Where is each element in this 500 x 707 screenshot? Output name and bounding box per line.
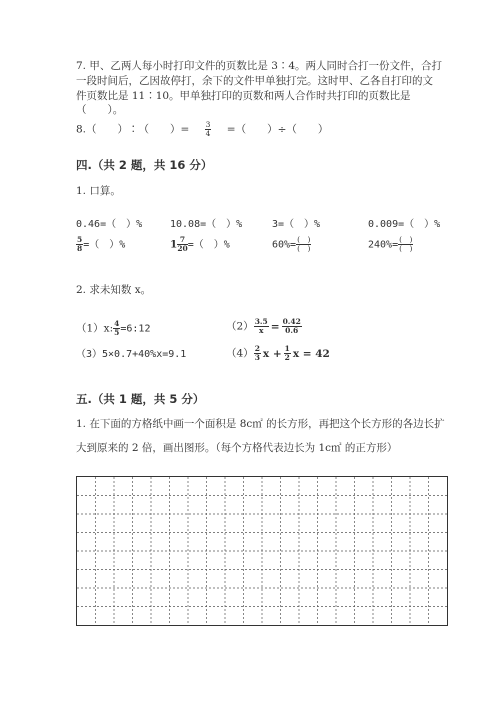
- s5-line1: 1. 在下面的方格纸中画一个面积是 8c㎡ 的长方形，再把这个长方形的各边长扩: [76, 418, 445, 430]
- s4-r2b-whole: 1: [170, 238, 178, 251]
- q7-line4: （ ）。: [76, 104, 124, 116]
- s4-r2a-den: 8: [77, 244, 83, 253]
- s4-r2c-pre: 60%=: [272, 239, 297, 251]
- s4-r2a-num: 5: [77, 235, 83, 244]
- s4-r2d-pre: 240%=: [368, 239, 399, 251]
- q7-line3: 件页数比是 11∶10。甲单独打印的页数和两人合作时共打印的页数比是: [76, 90, 411, 102]
- eq4-n2: 1: [284, 344, 290, 353]
- s4-row1-c: 3=（ ）%: [272, 219, 321, 230]
- s4-eq3: （3）5×0.7+40%x=9.1: [76, 349, 187, 360]
- s4-r2d-den: ( ): [399, 244, 413, 253]
- s4-eq1: [76, 320, 150, 337]
- s4-row1-b: 10.08=（ ）%: [170, 219, 243, 230]
- s4-q2-label: 2. 求未知数 x。: [76, 284, 152, 296]
- s4-r2c-num: ( ): [297, 235, 311, 244]
- q8-fraction: [205, 121, 212, 138]
- eq1-rest: =6:12: [120, 323, 151, 335]
- eq4-mid: x +: [262, 347, 282, 360]
- eq4-pre: （4）: [226, 347, 254, 360]
- eq4-d2: 2: [284, 353, 290, 362]
- s4-row1-a: 0.46=（ ）%: [76, 219, 143, 230]
- section4-title: 四.（共 2 题，共 16 分）: [76, 158, 213, 172]
- s5-line2: 大到原来的 2 倍，画出图形。（每个方格代表边长为 1c㎡ 的正方形）: [76, 442, 398, 454]
- eq2-lfrac: [254, 318, 269, 335]
- q8-frac-num: 3: [205, 120, 211, 129]
- s4-r2b-den: 20: [177, 244, 188, 253]
- q7-line2: 一段时间后，乙因故停打，余下的文件甲单独打完。这时甲、乙各自打印的文: [76, 75, 433, 87]
- s4-r2c-den: ( ): [297, 244, 311, 253]
- eq2-rnum: 0.42: [282, 317, 301, 326]
- q8-frac-den: 4: [205, 129, 211, 138]
- s4-r2d-frac: [398, 236, 413, 253]
- eq2-rfrac: [282, 318, 302, 335]
- eq1-num: 4: [114, 319, 120, 328]
- s4-r2b-rest: =（ ）%: [187, 239, 230, 251]
- eq4-frac1: [254, 345, 261, 362]
- s4-row2-d: [368, 236, 413, 253]
- eq1-pre: （1）x:: [76, 322, 114, 335]
- eq2-lnum: 3.5: [254, 317, 268, 326]
- eq4-rest: x = 42: [292, 347, 330, 360]
- eq2-pre: （2）: [226, 320, 254, 333]
- q8-suffix: =（ ）÷（ ）: [226, 123, 329, 136]
- q8-line: [76, 121, 328, 138]
- q8-prefix: 8.（ ）∶（ ）=: [76, 123, 190, 136]
- s4-r2a-rest: =（ ）%: [83, 239, 126, 251]
- eq4-d1: 3: [254, 353, 260, 362]
- s4-r2b-frac: [177, 236, 187, 253]
- eq2-rden: 0.6: [285, 326, 299, 335]
- s4-eq4: [226, 345, 330, 362]
- s4-r2b-num: 7: [177, 236, 187, 245]
- s4-r2d-num: ( ): [399, 235, 413, 244]
- s4-row1-d: 0.009=（ ）%: [368, 219, 441, 230]
- grid-paper[interactable]: [76, 476, 448, 626]
- s4-row2-b: [170, 236, 230, 253]
- eq4-frac2: [284, 345, 291, 362]
- section5-title: 五.（共 1 题，共 5 分）: [76, 392, 205, 406]
- q7-line1: 7. 甲、乙两人每小时打印文件的页数比是 3∶4。两人同时合打一份文件，合打: [76, 60, 443, 72]
- eq2-mid: =: [270, 320, 280, 333]
- s4-r2c-frac: [296, 236, 311, 253]
- s4-eq2: [226, 318, 302, 335]
- s4-row2-a: [76, 236, 125, 253]
- s4-q1-label: 1. 口算。: [76, 185, 121, 197]
- eq2-lden: x: [258, 326, 264, 335]
- eq1-den: 5: [114, 328, 120, 337]
- s4-row2-c: [272, 236, 311, 253]
- eq4-n1: 2: [254, 344, 260, 353]
